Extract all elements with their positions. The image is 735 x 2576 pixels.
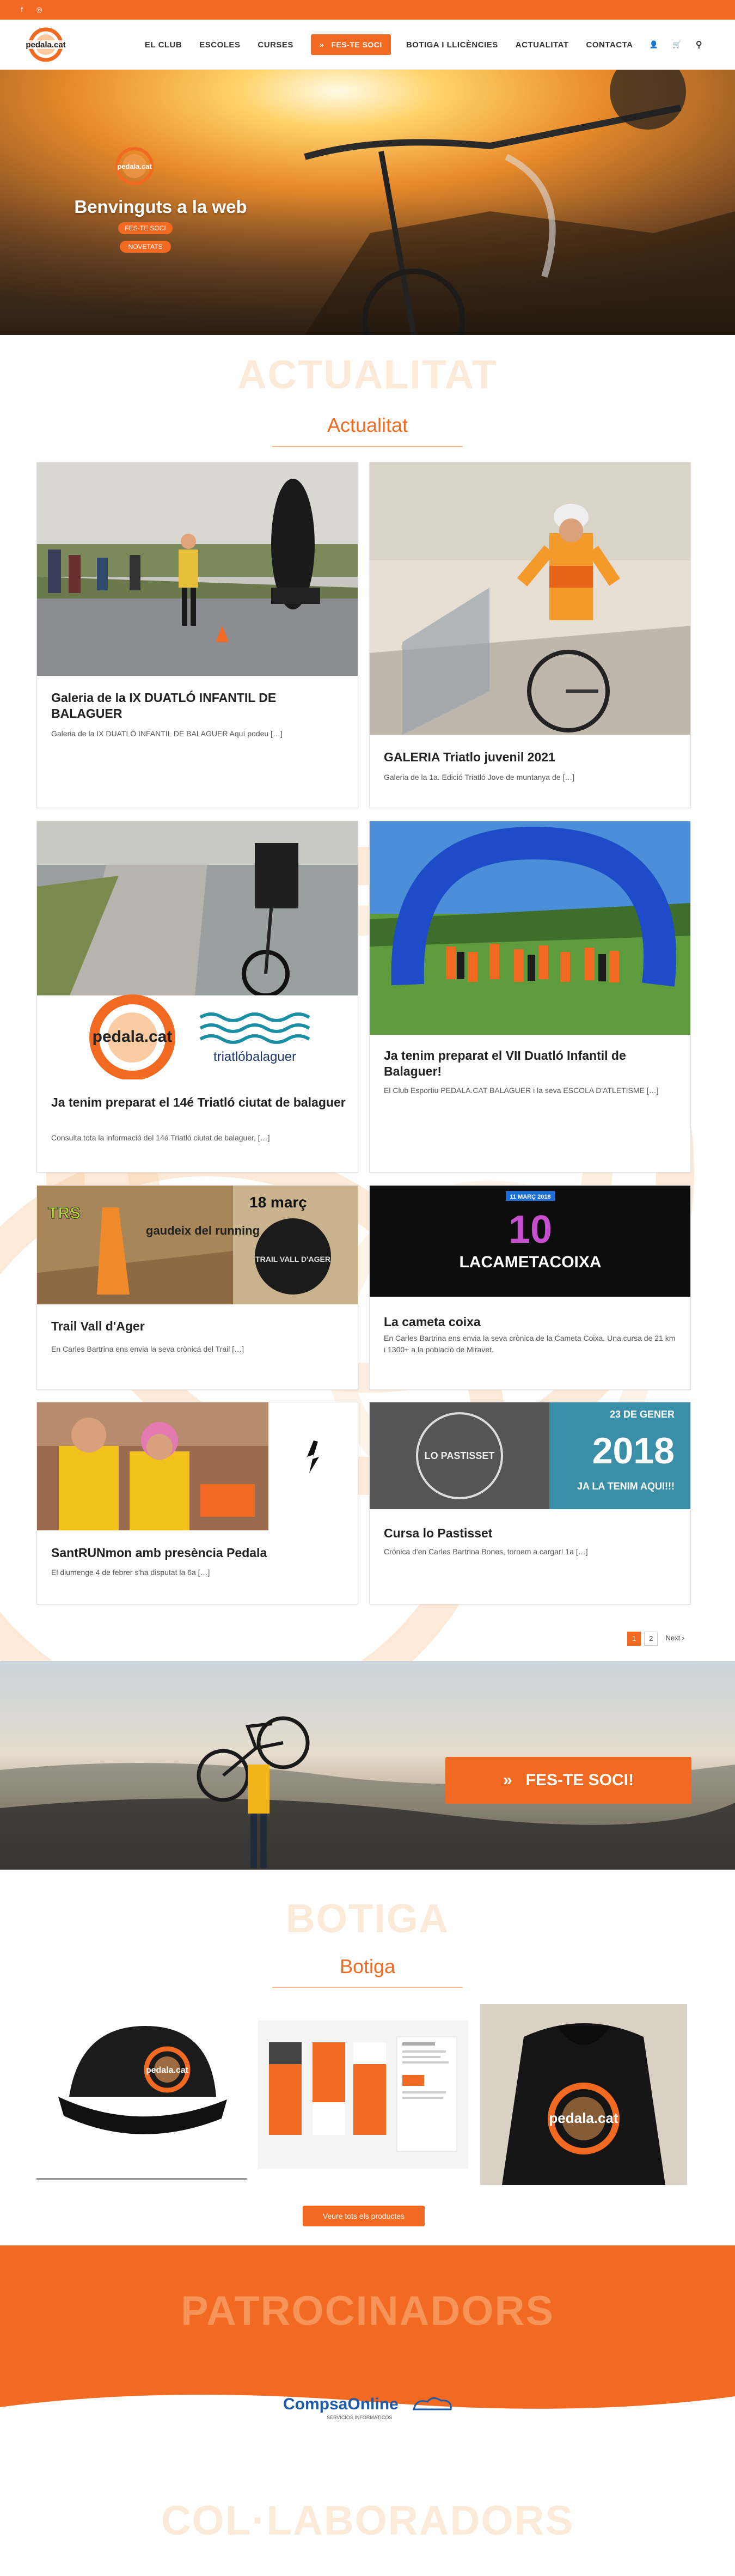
svg-text:11 MARÇ 2018: 11 MARÇ 2018	[510, 1194, 551, 1200]
facebook-icon[interactable]: f	[21, 5, 23, 14]
post-excerpt: Galeria de la 1a. Edició Triatló Jove de muntanya de […]	[384, 773, 575, 782]
nav-item-curses[interactable]: CURSES	[258, 40, 293, 50]
post-card[interactable]	[369, 1402, 691, 1604]
product-cap[interactable]	[36, 2004, 247, 2180]
post-thumbnail[interactable]	[37, 1186, 358, 1304]
post-excerpt: Galeria de la IX DUATLÓ INFANTIL DE BALAGUER Aquí podeu […]	[51, 729, 283, 738]
post-title[interactable]: Galeria de la IX DUATLÓ INFANTIL DE BALAGUER	[51, 691, 277, 721]
post-card[interactable]	[36, 1185, 358, 1390]
cart-icon[interactable]: 🛒	[672, 40, 682, 48]
post-thumbnail[interactable]	[370, 462, 690, 735]
botiga-background-title: BOTIGA	[286, 1896, 449, 1941]
post-thumbnail[interactable]	[370, 821, 690, 1035]
svg-text:23 DE GENER: 23 DE GENER	[609, 1409, 675, 1420]
post-thumbnail[interactable]	[37, 821, 358, 1079]
nav-item-actualitat[interactable]: ACTUALITAT	[515, 40, 569, 50]
instagram-icon[interactable]: ◎	[36, 5, 42, 14]
svg-text:TRAIL VALL D'AGER: TRAIL VALL D'AGER	[255, 1255, 330, 1263]
svg-text:CompsaOnline: CompsaOnline	[283, 2395, 399, 2413]
post-card[interactable]	[369, 1185, 691, 1390]
hero-fes-te-soci-button[interactable]: FES-TE SOCI	[118, 222, 173, 234]
post-thumbnail[interactable]	[370, 1402, 690, 1509]
top-bar	[0, 0, 735, 20]
post-title[interactable]: Cursa lo Pastisset	[384, 1526, 493, 1540]
product-cycling-jersey[interactable]	[258, 2020, 468, 2169]
post-card[interactable]	[36, 821, 358, 1173]
actualitat-title: Actualitat	[327, 414, 408, 436]
patrocinadors-background-title: PATROCINADORS	[180, 2288, 555, 2334]
post-excerpt: En Carles Bartrina ens envia la seva crònica de la Cameta Coixa. Una cursa de 21 km i 1300+ a la població de Miravet.	[384, 1334, 676, 1354]
post-thumbnail[interactable]	[37, 1402, 358, 1530]
title-underline	[272, 1987, 463, 1988]
nav-item-contacta[interactable]: CONTACTA	[586, 40, 633, 50]
hero-banner	[0, 70, 735, 335]
page-1-current: 1	[627, 1632, 641, 1646]
post-card[interactable]	[369, 462, 691, 808]
svg-text:18 març: 18 març	[249, 1194, 307, 1211]
user-icon[interactable]: 👤	[649, 40, 659, 48]
svg-text:10: 10	[508, 1208, 553, 1252]
post-title[interactable]: GALERIA Triatlo juvenil 2021	[384, 750, 555, 764]
svg-text:LACAMETACOIXA: LACAMETACOIXA	[459, 1253, 602, 1271]
actualitat-background-title: ACTUALITAT	[237, 352, 498, 397]
search-icon[interactable]: ⚲	[695, 40, 703, 50]
post-title[interactable]: Ja tenim preparat el VII Duatló Infantil de Balaguer!	[384, 1048, 626, 1078]
post-excerpt: En Carles Bartrina ens envia la seva crònica del Trail […]	[51, 1345, 244, 1353]
fes-te-soci-cta-button[interactable]	[445, 1757, 691, 1804]
post-excerpt: Consulta tota la informació del 14é Triatló ciutat de balaguer, […]	[51, 1133, 270, 1142]
hero-title: Benvinguts a la web	[74, 197, 247, 217]
post-excerpt: El diumenge 4 de febrer s'ha disputat la 6a […]	[51, 1568, 210, 1577]
post-title[interactable]: Trail Vall d'Ager	[51, 1319, 145, 1333]
nav-item-fes-te-soci[interactable]	[311, 34, 391, 55]
hero-novetats-button[interactable]: NOVETATS	[120, 241, 171, 253]
post-thumbnail[interactable]	[370, 1186, 690, 1297]
view-all-products-button[interactable]: Veure tots els productes	[303, 2206, 425, 2226]
chevron-icon: »	[503, 1771, 512, 1789]
svg-text:2018: 2018	[592, 1430, 675, 1472]
product-hoodie[interactable]	[480, 2004, 687, 2185]
chevron-icon: »	[319, 40, 324, 49]
svg-text:pedala.cat: pedala.cat	[92, 1028, 173, 1046]
post-thumbnail[interactable]	[37, 462, 358, 676]
post-card[interactable]	[36, 1402, 358, 1604]
post-excerpt: Crònica d'en Carles Bartrina Bones, tornem a cargar! 1a […]	[384, 1547, 588, 1556]
svg-text:pedala.cat: pedala.cat	[117, 162, 152, 170]
post-title[interactable]: Ja tenim preparat el 14é Triatló ciutat de balaguer	[51, 1095, 346, 1109]
svg-text:gaudeix del running: gaudeix del running	[146, 1224, 260, 1237]
main-navigation	[0, 20, 735, 70]
nav-item-fes-te-soci-label: FES-TE SOCI	[331, 40, 382, 49]
botiga-title: Botiga	[339, 1955, 396, 1977]
post-title[interactable]: SantRUNmon amb presència Pedala	[51, 1546, 267, 1560]
pagination	[627, 1632, 689, 1646]
svg-text:JA LA TENIM AQUI!!!: JA LA TENIM AQUI!!!	[577, 1481, 675, 1492]
next-page-link[interactable]: Next ›	[665, 1634, 685, 1642]
svg-text:pedala.cat: pedala.cat	[549, 2110, 618, 2126]
svg-text:pedala.cat: pedala.cat	[145, 2066, 189, 2075]
page-2-link[interactable]: 2	[644, 1632, 658, 1646]
sponsor-compsa-online[interactable]	[278, 2391, 457, 2426]
svg-text:LO PASTISSET: LO PASTISSET	[424, 1450, 495, 1461]
svg-text:TRS: TRS	[48, 1204, 81, 1222]
post-title[interactable]: La cameta coixa	[384, 1315, 481, 1329]
nav-item-el-club[interactable]: EL CLUB	[145, 40, 182, 50]
post-card[interactable]	[36, 462, 358, 808]
svg-text:triatlóbalaguer: triatlóbalaguer	[213, 1049, 297, 1064]
site-logo[interactable]	[20, 27, 72, 62]
svg-text:SERVICIOS INFORMÁTICOS: SERVICIOS INFORMÁTICOS	[327, 2415, 393, 2420]
post-excerpt: El Club Esportiu PEDALA.CAT BALAGUER i la seva ESCOLA D'ATLETISME […]	[384, 1086, 659, 1095]
cta-label: FES-TE SOCI!	[525, 1771, 634, 1789]
hero-logo	[114, 146, 155, 186]
nav-item-botiga[interactable]: BOTIGA I LLICÈNCIES	[406, 40, 498, 50]
post-card[interactable]	[369, 821, 691, 1173]
nav-menu	[145, 20, 702, 70]
collaboradors-background-title: COL·LABORADORS	[161, 2498, 574, 2544]
title-underline	[272, 446, 463, 447]
nav-item-escoles[interactable]: ESCOLES	[199, 40, 241, 50]
svg-text:pedala.cat: pedala.cat	[26, 40, 66, 50]
